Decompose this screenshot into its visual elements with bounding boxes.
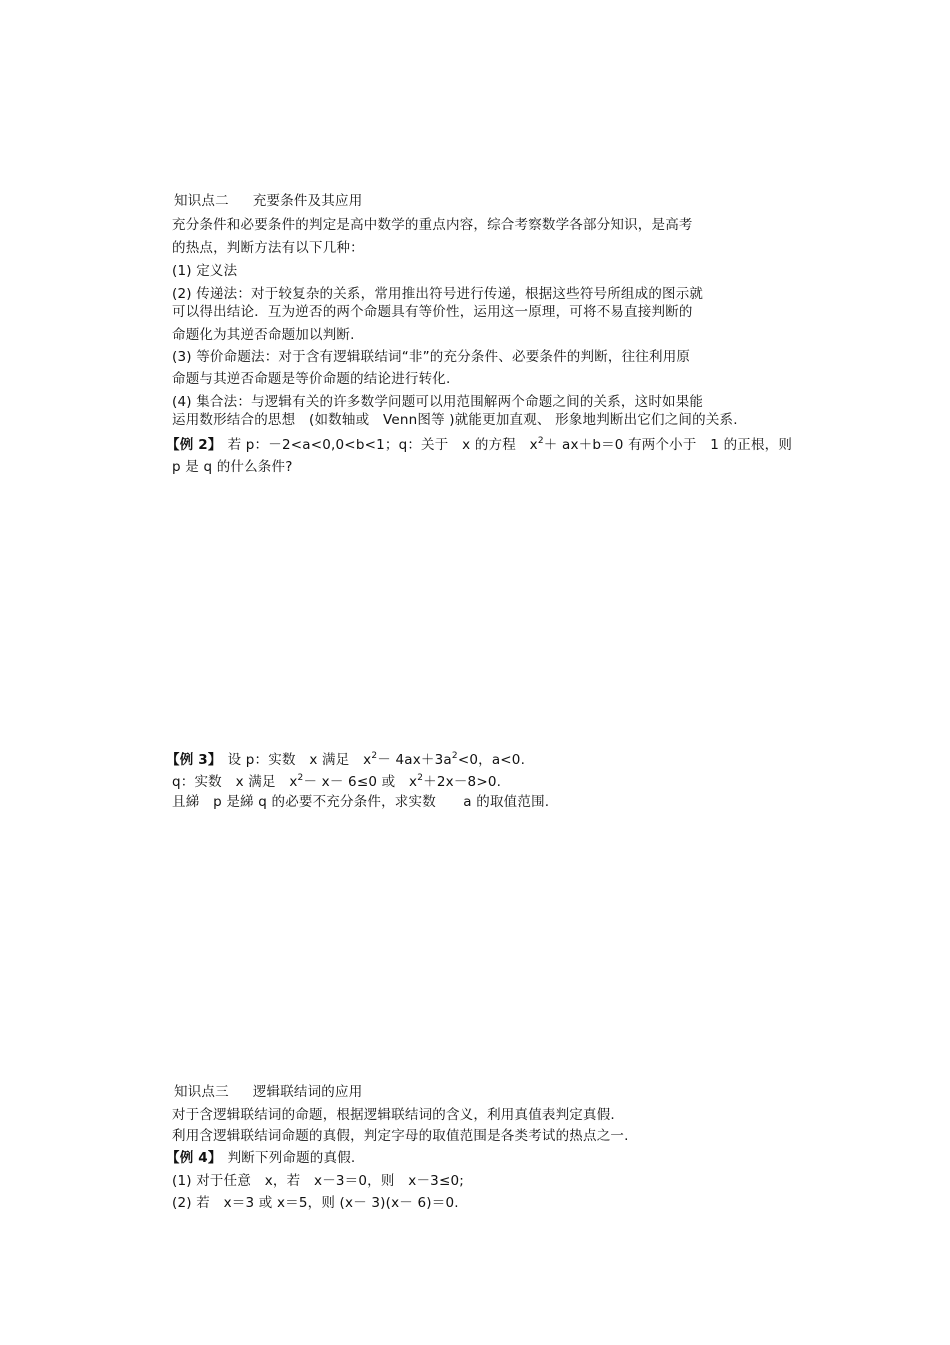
section2-number: 知识点二 <box>174 193 229 209</box>
method-3-line1: (3) 等价命题法：对于含有逻辑联结词“非”的充分条件、必要条件的判断，往往利用原 <box>172 349 691 365</box>
example2-line1: 【例 2】 若 p：－2<a<0,0<b<1；q：关于 x 的方程 $x^2+ ax+b=0$ 有两个小于 1 的正根，则 <box>166 436 793 453</box>
example2-line2: p 是 q 的什么条件? <box>172 459 293 475</box>
method-1: (1) 定义法 <box>172 263 238 279</box>
method-2-line3: 命题化为其逆否命题加以判断. <box>172 327 355 343</box>
method-2-line1: (2) 传递法：对于较复杂的关系，常用推出符号进行传递，根据这些符号所组成的图示就 <box>172 286 704 302</box>
section3-intro-line2: 利用含逻辑联结词命题的真假，判定字母的取值范围是各类考试的热点之一. <box>172 1128 629 1144</box>
example4-item1: (1) 对于任意 x，若 x－3＝0，则 x－3≤0; <box>172 1173 464 1189</box>
example3-line2: q：实数 x 满足 $x^2- x- 6\le 0$ 或 $x^2+2x-8>0$. <box>172 773 502 790</box>
example3-line3: 且綈 p 是綈 q 的必要不充分条件，求实数 a 的取值范围. <box>172 794 550 810</box>
section2-heading <box>174 195 362 209</box>
section3-number: 知识点三 <box>174 1084 229 1100</box>
section2-title: 充要条件及其应用 <box>252 193 363 209</box>
method-2-line2: 可以得出结论．互为逆否的两个命题具有等价性，运用这一原理，可将不易直接判断的 <box>172 304 693 320</box>
example4-line1: 【例 4】 判断下列命题的真假. <box>166 1150 356 1166</box>
example4-label: 【例 4】 <box>166 1150 222 1166</box>
section3-heading <box>174 1086 362 1100</box>
example3-line1: 【例 3】 设 p：实数 x 满足 $x^2- 4ax+3a^2<0$，a<0. <box>166 751 526 768</box>
section2-intro-line2: 的热点，判断方法有以下几种： <box>172 240 364 256</box>
method-3-line2: 命题与其逆否命题是等价命题的结论进行转化. <box>172 371 451 387</box>
example3-label: 【例 3】 <box>166 752 222 768</box>
method-4-line2: 运用数形结合的思想 (如数轴或 Venn图等 )就能更加直观、 形象地判断出它们之间的关系. <box>172 412 738 428</box>
example4-item2: (2) 若 x＝3 或 x＝5，则 (x－ 3)(x－ 6)＝0. <box>172 1195 459 1211</box>
section3-intro-line1: 对于含逻辑联结词的命题，根据逻辑联结词的含义，利用真值表判定真假. <box>172 1107 615 1123</box>
method-4-line1: (4) 集合法：与逻辑有关的许多数学问题可以用范围解两个命题之间的关系，这时如果能 <box>172 394 704 410</box>
section2-intro-line1: 充分条件和必要条件的判定是高中数学的重点内容，综合考察数学各部分知识，是高考 <box>172 217 693 233</box>
example2-label: 【例 2】 <box>166 437 222 453</box>
section3-title: 逻辑联结词的应用 <box>252 1084 363 1100</box>
